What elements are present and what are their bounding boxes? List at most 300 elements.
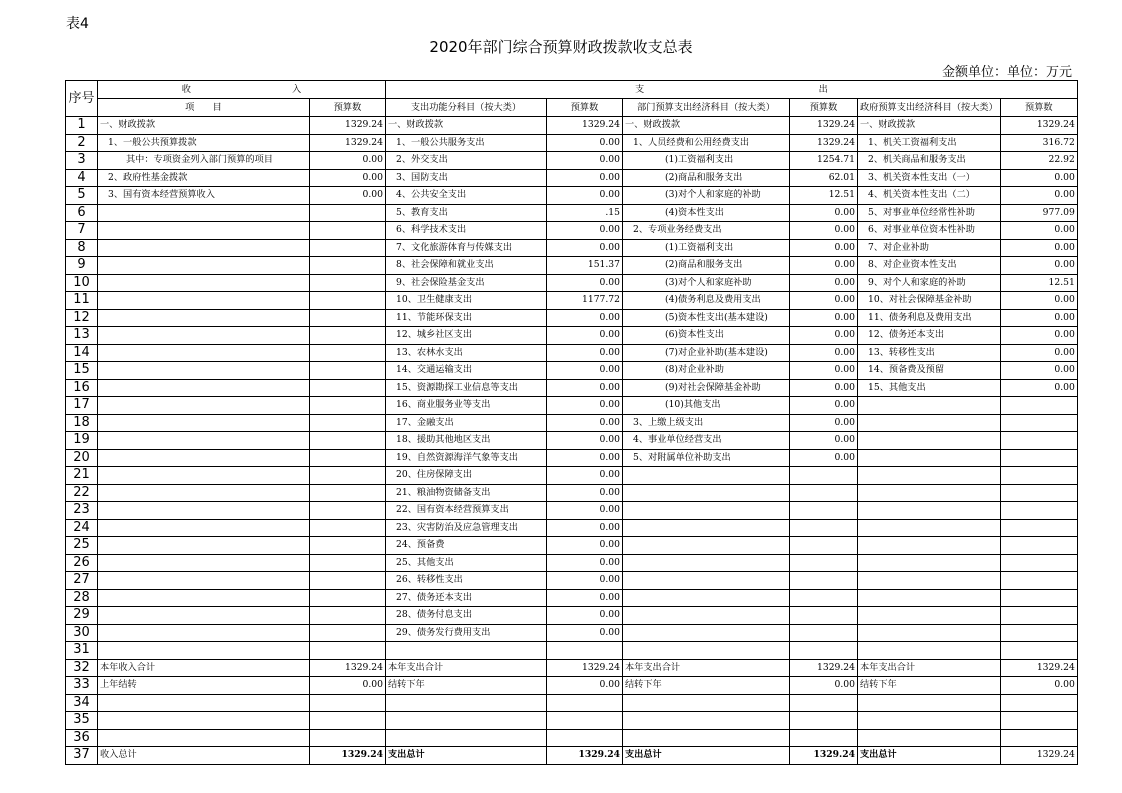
budget-summary-table [65,80,1078,765]
gov-econ-item-cell [858,642,1001,660]
row-number: 23 [66,502,98,520]
income-budget-cell [310,432,386,450]
row-number: 5 [66,187,98,205]
dept-econ-item-cell [623,729,790,747]
gov-econ-item-cell: 11、债务利息及费用支出 [858,309,1001,327]
function-item-cell: 29、债务发行费用支出 [386,624,547,642]
income-budget-cell [310,467,386,485]
function-item-cell: 22、国有资本经营预算支出 [386,502,547,520]
table-row [66,239,1078,257]
table-row [66,729,1078,747]
gov-econ-budget-cell: 0.00 [1000,677,1077,695]
gov-econ-item-cell: 4、机关资本性支出（二） [858,187,1001,205]
gov-econ-budget-cell [1000,432,1077,450]
gov-econ-item-cell [858,624,1001,642]
function-budget-cell: 0.00 [547,362,623,380]
income-item-cell [98,554,310,572]
function-item-cell: 20、住房保障支出 [386,467,547,485]
dept-econ-item-cell [623,607,790,625]
row-number: 34 [66,694,98,712]
dept-econ-budget-cell [790,467,858,485]
gov-econ-item-cell: 5、对事业单位经常性补助 [858,204,1001,222]
table-row [66,309,1078,327]
function-budget-cell: 1177.72 [547,292,623,310]
income-item-cell [98,414,310,432]
table-row [66,414,1078,432]
dept-econ-budget-cell [790,572,858,590]
gov-econ-item-cell: 7、对企业补助 [858,239,1001,257]
income-item-cell: 其中：专项资金列入部门预算的项目 [98,152,310,170]
seq-header: 序号 [66,81,98,117]
table-row [66,187,1078,205]
function-budget-cell: 0.00 [547,309,623,327]
gov-econ-item-cell: 8、对企业资本性支出 [858,257,1001,275]
gov-econ-item-cell [858,607,1001,625]
row-number: 15 [66,362,98,380]
gov-econ-item-cell [858,502,1001,520]
gov-econ-item-cell: 14、预备费及预留 [858,362,1001,380]
dept-econ-item-cell [623,624,790,642]
gov-econ-item-header: 政府预算支出经济科目（按大类） [858,99,1001,117]
function-budget-cell: 1329.24 [547,747,623,765]
dept-econ-budget-cell: 62.01 [790,169,858,187]
gov-econ-item-cell [858,484,1001,502]
row-number: 7 [66,222,98,240]
dept-econ-item-cell: (4)债务利息及费用支出 [623,292,790,310]
function-budget-cell: 0.00 [547,169,623,187]
income-item-cell [98,432,310,450]
dept-econ-budget-cell: 1254.71 [790,152,858,170]
dept-econ-item-cell: 结转下年 [623,677,790,695]
gov-econ-budget-cell [1000,484,1077,502]
gov-econ-budget-cell [1000,502,1077,520]
gov-econ-budget-cell [1000,607,1077,625]
income-budget-cell [310,519,386,537]
function-item-cell: 5、教育支出 [386,204,547,222]
gov-econ-item-cell: 1、机关工资福利支出 [858,134,1001,152]
row-number: 13 [66,327,98,345]
table-row [66,589,1078,607]
income-budget-cell [310,204,386,222]
gov-econ-budget-cell [1000,449,1077,467]
gov-econ-budget-cell: 0.00 [1000,344,1077,362]
dept-econ-item-cell: 支出总计 [623,747,790,765]
function-item-cell: 21、粮油物资储备支出 [386,484,547,502]
income-item-cell [98,642,310,660]
dept-econ-item-cell: (10)其他支出 [623,397,790,415]
gov-econ-item-cell [858,449,1001,467]
dept-econ-budget-cell: 0.00 [790,362,858,380]
gov-econ-item-cell [858,537,1001,555]
income-budget-cell [310,729,386,747]
function-item-cell: 11、节能环保支出 [386,309,547,327]
dept-econ-budget-cell: 1329.24 [790,117,858,135]
gov-econ-budget-cell: 1329.24 [1000,659,1077,677]
gov-econ-budget-cell: 0.00 [1000,292,1077,310]
income-budget-cell [310,257,386,275]
dept-econ-item-cell [623,642,790,660]
gov-econ-budget-header: 预算数 [1000,99,1077,117]
dept-econ-item-cell: 1、人员经费和公用经费支出 [623,134,790,152]
dept-econ-item-cell: 本年支出合计 [623,659,790,677]
gov-econ-item-cell: 3、机关资本性支出（一） [858,169,1001,187]
dept-econ-item-cell [623,484,790,502]
row-number: 33 [66,677,98,695]
function-budget-cell: 0.00 [547,484,623,502]
gov-econ-item-cell: 2、机关商品和服务支出 [858,152,1001,170]
income-item-cell [98,327,310,345]
table-row [66,677,1078,695]
gov-econ-item-cell [858,432,1001,450]
gov-econ-item-cell [858,589,1001,607]
gov-econ-budget-cell [1000,729,1077,747]
dept-econ-item-cell: 4、事业单位经营支出 [623,432,790,450]
row-number: 6 [66,204,98,222]
row-number: 16 [66,379,98,397]
gov-econ-item-cell: 15、其他支出 [858,379,1001,397]
gov-econ-item-cell: 10、对社会保障基金补助 [858,292,1001,310]
function-item-cell: 4、公共安全支出 [386,187,547,205]
income-budget-cell [310,589,386,607]
income-budget-cell: 1329.24 [310,747,386,765]
function-budget-cell: 0.00 [547,519,623,537]
gov-econ-item-cell: 本年支出合计 [858,659,1001,677]
income-budget-cell [310,554,386,572]
income-item-cell [98,257,310,275]
gov-econ-item-cell: 9、对个人和家庭的补助 [858,274,1001,292]
income-item-cell [98,467,310,485]
function-item-cell: 25、其他支出 [386,554,547,572]
gov-econ-item-cell [858,572,1001,590]
function-item-cell: 14、交通运输支出 [386,362,547,380]
gov-econ-budget-cell: 0.00 [1000,362,1077,380]
income-budget-cell: 0.00 [310,187,386,205]
gov-econ-budget-cell [1000,414,1077,432]
function-item-cell [386,642,547,660]
income-budget-cell [310,222,386,240]
income-item-cell [98,712,310,730]
row-number: 22 [66,484,98,502]
function-budget-header: 预算数 [547,99,623,117]
income-item-cell [98,519,310,537]
gov-econ-budget-cell: 1329.24 [1000,117,1077,135]
table-row [66,449,1078,467]
gov-econ-budget-cell: 0.00 [1000,309,1077,327]
income-budget-cell [310,537,386,555]
function-item-cell: 10、卫生健康支出 [386,292,547,310]
function-budget-cell [547,642,623,660]
function-item-cell: 15、资源勘探工业信息等支出 [386,379,547,397]
table-row [66,257,1078,275]
function-budget-cell: 0.00 [547,624,623,642]
function-budget-cell: 0.00 [547,467,623,485]
dept-econ-budget-header: 预算数 [790,99,858,117]
income-budget-cell [310,397,386,415]
row-number: 29 [66,607,98,625]
income-item-cell [98,624,310,642]
dept-econ-budget-cell [790,729,858,747]
function-budget-cell: 0.00 [547,554,623,572]
dept-econ-budget-cell [790,519,858,537]
dept-econ-budget-cell [790,642,858,660]
gov-econ-budget-cell: 0.00 [1000,379,1077,397]
amount-unit-label: 金额单位：单位：万元 [941,65,1072,80]
function-item-cell: 9、社会保险基金支出 [386,274,547,292]
dept-econ-budget-cell: 0.00 [790,379,858,397]
row-number: 26 [66,554,98,572]
function-budget-cell: 0.00 [547,537,623,555]
dept-econ-budget-cell: 0.00 [790,449,858,467]
income-item-cell [98,344,310,362]
row-number: 3 [66,152,98,170]
dept-econ-item-cell: 一、财政拨款 [623,117,790,135]
income-budget-cell [310,449,386,467]
dept-econ-item-header: 部门预算支出经济科目（按大类） [623,99,790,117]
table-row [66,292,1078,310]
table-row [66,344,1078,362]
dept-econ-item-cell: (7)对企业补助(基本建设) [623,344,790,362]
table-row [66,169,1078,187]
income-item-cell [98,607,310,625]
income-budget-cell [310,607,386,625]
gov-econ-budget-cell: 316.72 [1000,134,1077,152]
dept-econ-budget-cell: 0.00 [790,274,858,292]
function-item-cell: 12、城乡社区支出 [386,327,547,345]
row-number: 8 [66,239,98,257]
dept-econ-item-cell [623,519,790,537]
dept-econ-budget-cell [790,624,858,642]
row-number: 11 [66,292,98,310]
dept-econ-item-cell [623,589,790,607]
gov-econ-item-cell [858,694,1001,712]
table-row [66,327,1078,345]
function-budget-cell: 0.00 [547,397,623,415]
income-budget-cell: 0.00 [310,152,386,170]
function-item-cell: 8、社会保障和就业支出 [386,257,547,275]
function-budget-cell: 0.00 [547,589,623,607]
dept-econ-budget-cell: 0.00 [790,432,858,450]
dept-econ-item-cell: (1)工资福利支出 [623,239,790,257]
function-item-cell [386,694,547,712]
row-number: 30 [66,624,98,642]
table-row [66,222,1078,240]
dept-econ-budget-cell [790,554,858,572]
gov-econ-budget-cell [1000,624,1077,642]
function-item-cell: 6、科学技术支出 [386,222,547,240]
table-row [66,694,1078,712]
table-row [66,502,1078,520]
row-number: 28 [66,589,98,607]
dept-econ-budget-cell: 1329.24 [790,659,858,677]
gov-econ-item-cell [858,414,1001,432]
dept-econ-item-cell: (9)对社会保障基金补助 [623,379,790,397]
gov-econ-budget-cell [1000,537,1077,555]
page-title: 2020年部门综合预算财政拨款收支总表 [429,38,693,56]
dept-econ-item-cell [623,572,790,590]
dept-econ-budget-cell: 0.00 [790,414,858,432]
gov-econ-budget-cell [1000,589,1077,607]
function-budget-cell: 0.00 [547,607,623,625]
income-item-cell [98,729,310,747]
function-item-header: 支出功能分科目（按大类） [386,99,547,117]
function-item-cell: 13、农林水支出 [386,344,547,362]
dept-econ-budget-cell: 0.00 [790,309,858,327]
function-item-cell: 28、债务付息支出 [386,607,547,625]
function-budget-cell [547,729,623,747]
gov-econ-budget-cell [1000,554,1077,572]
gov-econ-item-cell: 一、财政拨款 [858,117,1001,135]
function-budget-cell: 0.00 [547,677,623,695]
function-item-cell: 一、财政拨款 [386,117,547,135]
function-budget-cell: 0.00 [547,274,623,292]
table-row [66,659,1078,677]
gov-econ-budget-cell: 0.00 [1000,169,1077,187]
gov-econ-item-cell: 12、债务还本支出 [858,327,1001,345]
income-budget-cell: 1329.24 [310,659,386,677]
row-number: 12 [66,309,98,327]
row-number: 25 [66,537,98,555]
function-budget-cell: 0.00 [547,239,623,257]
function-item-cell: 支出总计 [386,747,547,765]
table-row [66,379,1078,397]
table-row [66,274,1078,292]
dept-econ-item-cell: 5、对附属单位补助支出 [623,449,790,467]
row-number: 19 [66,432,98,450]
table-row [66,537,1078,555]
table-row [66,572,1078,590]
gov-econ-item-cell [858,519,1001,537]
function-budget-cell: 0.00 [547,187,623,205]
gov-econ-budget-cell [1000,397,1077,415]
function-item-cell: 结转下年 [386,677,547,695]
income-budget-cell: 0.00 [310,169,386,187]
income-budget-header: 预算数 [310,99,386,117]
dept-econ-budget-cell [790,607,858,625]
row-number: 32 [66,659,98,677]
income-item-cell: 本年收入合计 [98,659,310,677]
table-row [66,607,1078,625]
income-budget-cell: 1329.24 [310,134,386,152]
dept-econ-item-cell: (5)资本性支出(基本建设) [623,309,790,327]
dept-econ-item-cell [623,712,790,730]
dept-econ-budget-cell: 0.00 [790,204,858,222]
row-number: 24 [66,519,98,537]
function-budget-cell: 0.00 [547,327,623,345]
gov-econ-budget-cell [1000,712,1077,730]
gov-econ-item-cell [858,467,1001,485]
function-budget-cell: 0.00 [547,344,623,362]
gov-econ-item-cell [858,397,1001,415]
dept-econ-item-cell: 3、上缴上级支出 [623,414,790,432]
function-budget-cell: 0.00 [547,152,623,170]
gov-econ-budget-cell: 0.00 [1000,257,1077,275]
dept-econ-item-cell: (2)商品和服务支出 [623,257,790,275]
gov-econ-budget-cell: 977.09 [1000,204,1077,222]
function-budget-cell: 151.37 [547,257,623,275]
function-budget-cell: 0.00 [547,134,623,152]
table-row [66,712,1078,730]
row-number: 1 [66,117,98,135]
dept-econ-budget-cell: 0.00 [790,239,858,257]
function-item-cell [386,729,547,747]
income-item-cell [98,292,310,310]
row-number: 36 [66,729,98,747]
income-item-cell [98,694,310,712]
gov-econ-item-cell [858,712,1001,730]
dept-econ-budget-cell [790,502,858,520]
income-budget-cell: 1329.24 [310,117,386,135]
income-budget-cell [310,274,386,292]
gov-econ-budget-cell: 12.51 [1000,274,1077,292]
gov-econ-budget-cell: 22.92 [1000,152,1077,170]
function-item-cell: 26、转移性支出 [386,572,547,590]
table-row [66,642,1078,660]
gov-econ-budget-cell: 0.00 [1000,187,1077,205]
gov-econ-item-cell [858,729,1001,747]
function-item-cell: 16、商业服务业等支出 [386,397,547,415]
table-number-label: 表4 [66,16,89,32]
function-budget-cell: 0.00 [547,572,623,590]
income-budget-cell [310,572,386,590]
income-budget-cell [310,502,386,520]
income-item-cell [98,239,310,257]
table-row [66,204,1078,222]
row-number: 37 [66,747,98,765]
income-item-cell: 上年结转 [98,677,310,695]
row-number: 31 [66,642,98,660]
dept-econ-item-cell: 2、专项业务经费支出 [623,222,790,240]
function-item-cell: 1、一般公共服务支出 [386,134,547,152]
dept-econ-budget-cell [790,484,858,502]
income-item-cell [98,274,310,292]
table-row [66,134,1078,152]
income-budget-cell [310,414,386,432]
function-budget-cell [547,694,623,712]
income-budget-cell [310,379,386,397]
row-number: 27 [66,572,98,590]
dept-econ-budget-cell: 0.00 [790,257,858,275]
table-row [66,117,1078,135]
table-row [66,519,1078,537]
dept-econ-item-cell [623,467,790,485]
row-number: 20 [66,449,98,467]
income-budget-cell [310,362,386,380]
dept-econ-budget-cell [790,537,858,555]
row-number: 2 [66,134,98,152]
income-budget-cell [310,239,386,257]
row-number: 9 [66,257,98,275]
dept-econ-item-cell: (6)资本性支出 [623,327,790,345]
income-budget-cell [310,309,386,327]
dept-econ-budget-cell [790,589,858,607]
function-item-cell: 3、国防支出 [386,169,547,187]
table-row [66,397,1078,415]
gov-econ-budget-cell [1000,519,1077,537]
income-item-cell [98,379,310,397]
dept-econ-budget-cell: 0.00 [790,292,858,310]
row-number: 10 [66,274,98,292]
dept-econ-budget-cell [790,694,858,712]
function-item-cell: 7、文化旅游体育与传媒支出 [386,239,547,257]
dept-econ-item-cell [623,554,790,572]
income-item-cell [98,449,310,467]
gov-econ-item-cell: 6、对事业单位资本性补助 [858,222,1001,240]
income-item-cell: 1、一般公共预算拨款 [98,134,310,152]
table-row [66,624,1078,642]
table-row [66,747,1078,765]
income-budget-cell [310,694,386,712]
gov-econ-item-cell: 13、转移性支出 [858,344,1001,362]
